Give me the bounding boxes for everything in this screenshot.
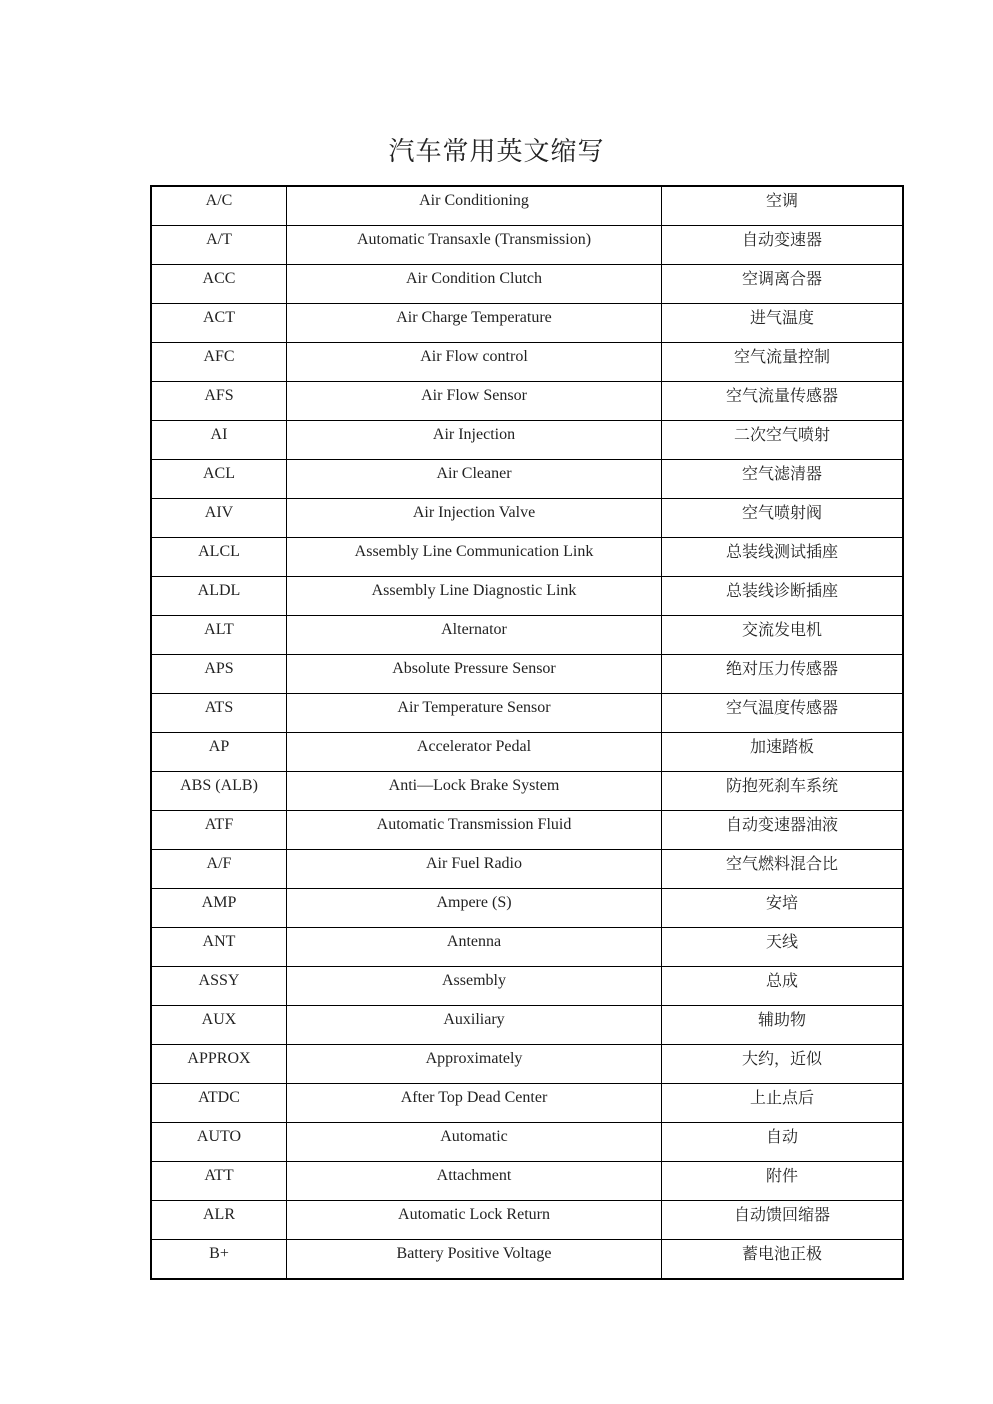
english-term-cell: Air Condition Clutch	[287, 265, 662, 304]
english-term-cell: Air Cleaner	[287, 460, 662, 499]
table-row	[151, 1240, 903, 1280]
english-term-cell: Air Temperature Sensor	[287, 694, 662, 733]
abbreviation-cell: AFC	[151, 343, 287, 382]
table-row	[151, 811, 903, 850]
table-row	[151, 1123, 903, 1162]
abbreviation-cell: ABS (ALB)	[151, 772, 287, 811]
abbreviation-cell: ALCL	[151, 538, 287, 577]
chinese-term-cell: 蓄电池正极	[662, 1240, 904, 1280]
table-row	[151, 499, 903, 538]
chinese-term-cell: 空气喷射阀	[662, 499, 904, 538]
abbreviation-cell: APPROX	[151, 1045, 287, 1084]
english-term-cell: Air Flow control	[287, 343, 662, 382]
chinese-term-cell: 总装线诊断插座	[662, 577, 904, 616]
english-term-cell: After Top Dead Center	[287, 1084, 662, 1123]
abbreviation-table	[150, 185, 904, 1280]
chinese-term-cell: 空气温度传感器	[662, 694, 904, 733]
table-row	[151, 889, 903, 928]
abbreviation-cell: A/C	[151, 186, 287, 226]
abbreviation-cell: B+	[151, 1240, 287, 1280]
table-row	[151, 226, 903, 265]
chinese-term-cell: 总装线测试插座	[662, 538, 904, 577]
abbreviation-cell: ALDL	[151, 577, 287, 616]
abbreviation-cell: ACT	[151, 304, 287, 343]
english-term-cell: Auxiliary	[287, 1006, 662, 1045]
abbreviation-cell: ASSY	[151, 967, 287, 1006]
abbreviation-cell: ATT	[151, 1162, 287, 1201]
chinese-term-cell: 交流发电机	[662, 616, 904, 655]
table-row	[151, 421, 903, 460]
table-row	[151, 538, 903, 577]
english-term-cell: Attachment	[287, 1162, 662, 1201]
chinese-term-cell: 自动变速器油液	[662, 811, 904, 850]
abbreviation-cell: AIV	[151, 499, 287, 538]
abbreviation-cell: AFS	[151, 382, 287, 421]
chinese-term-cell: 总成	[662, 967, 904, 1006]
chinese-term-cell: 辅助物	[662, 1006, 904, 1045]
page-title: 汽车常用英文缩写	[388, 137, 605, 167]
chinese-term-cell: 大约，近似	[662, 1045, 904, 1084]
abbreviation-cell: A/T	[151, 226, 287, 265]
table-row	[151, 1045, 903, 1084]
english-term-cell: Assembly	[287, 967, 662, 1006]
english-term-cell: Air Fuel Radio	[287, 850, 662, 889]
english-term-cell: Automatic	[287, 1123, 662, 1162]
english-term-cell: Air Injection	[287, 421, 662, 460]
table-row	[151, 928, 903, 967]
abbreviation-cell: A/F	[151, 850, 287, 889]
chinese-term-cell: 附件	[662, 1162, 904, 1201]
chinese-term-cell: 天线	[662, 928, 904, 967]
table-row	[151, 850, 903, 889]
chinese-term-cell: 加速踏板	[662, 733, 904, 772]
table-row	[151, 694, 903, 733]
table-row	[151, 577, 903, 616]
abbreviation-cell: ATS	[151, 694, 287, 733]
abbreviation-cell: AP	[151, 733, 287, 772]
table-row	[151, 304, 903, 343]
chinese-term-cell: 自动变速器	[662, 226, 904, 265]
table-row	[151, 967, 903, 1006]
abbreviation-cell: AUX	[151, 1006, 287, 1045]
chinese-term-cell: 防抱死刹车系统	[662, 772, 904, 811]
abbreviation-cell: ALT	[151, 616, 287, 655]
abbreviation-cell: ANT	[151, 928, 287, 967]
chinese-term-cell: 绝对压力传感器	[662, 655, 904, 694]
table-row	[151, 186, 903, 226]
chinese-term-cell: 空气流量控制	[662, 343, 904, 382]
table-row	[151, 1201, 903, 1240]
english-term-cell: Approximately	[287, 1045, 662, 1084]
english-term-cell: Air Injection Valve	[287, 499, 662, 538]
english-term-cell: Air Charge Temperature	[287, 304, 662, 343]
abbreviation-cell: AMP	[151, 889, 287, 928]
table-row	[151, 1162, 903, 1201]
abbreviation-cell: ALR	[151, 1201, 287, 1240]
table-row	[151, 655, 903, 694]
abbreviation-cell: AI	[151, 421, 287, 460]
english-term-cell: Air Conditioning	[287, 186, 662, 226]
english-term-cell: Anti—Lock Brake System	[287, 772, 662, 811]
table-row	[151, 772, 903, 811]
english-term-cell: Automatic Lock Return	[287, 1201, 662, 1240]
table-row	[151, 460, 903, 499]
abbreviation-cell: AUTO	[151, 1123, 287, 1162]
english-term-cell: Air Flow Sensor	[287, 382, 662, 421]
chinese-term-cell: 空气燃料混合比	[662, 850, 904, 889]
table-row	[151, 265, 903, 304]
english-term-cell: Battery Positive Voltage	[287, 1240, 662, 1280]
chinese-term-cell: 空调	[662, 186, 904, 226]
table-row	[151, 616, 903, 655]
table-row	[151, 343, 903, 382]
chinese-term-cell: 二次空气喷射	[662, 421, 904, 460]
english-term-cell: Antenna	[287, 928, 662, 967]
english-term-cell: Automatic Transaxle (Transmission)	[287, 226, 662, 265]
english-term-cell: Absolute Pressure Sensor	[287, 655, 662, 694]
table-row	[151, 1006, 903, 1045]
english-term-cell: Accelerator Pedal	[287, 733, 662, 772]
chinese-term-cell: 空气流量传感器	[662, 382, 904, 421]
abbreviation-cell: ACL	[151, 460, 287, 499]
english-term-cell: Assembly Line Communication Link	[287, 538, 662, 577]
chinese-term-cell: 空气滤清器	[662, 460, 904, 499]
abbreviation-cell: ACC	[151, 265, 287, 304]
english-term-cell: Automatic Transmission Fluid	[287, 811, 662, 850]
abbreviation-cell: ATF	[151, 811, 287, 850]
abbreviation-cell: APS	[151, 655, 287, 694]
chinese-term-cell: 上止点后	[662, 1084, 904, 1123]
table-row	[151, 1084, 903, 1123]
chinese-term-cell: 进气温度	[662, 304, 904, 343]
abbreviation-table-body	[151, 186, 903, 1279]
abbreviation-cell: ATDC	[151, 1084, 287, 1123]
chinese-term-cell: 自动	[662, 1123, 904, 1162]
table-row	[151, 733, 903, 772]
english-term-cell: Alternator	[287, 616, 662, 655]
table-row	[151, 382, 903, 421]
chinese-term-cell: 空调离合器	[662, 265, 904, 304]
chinese-term-cell: 安培	[662, 889, 904, 928]
chinese-term-cell: 自动馈回缩器	[662, 1201, 904, 1240]
english-term-cell: Ampere (S)	[287, 889, 662, 928]
english-term-cell: Assembly Line Diagnostic Link	[287, 577, 662, 616]
